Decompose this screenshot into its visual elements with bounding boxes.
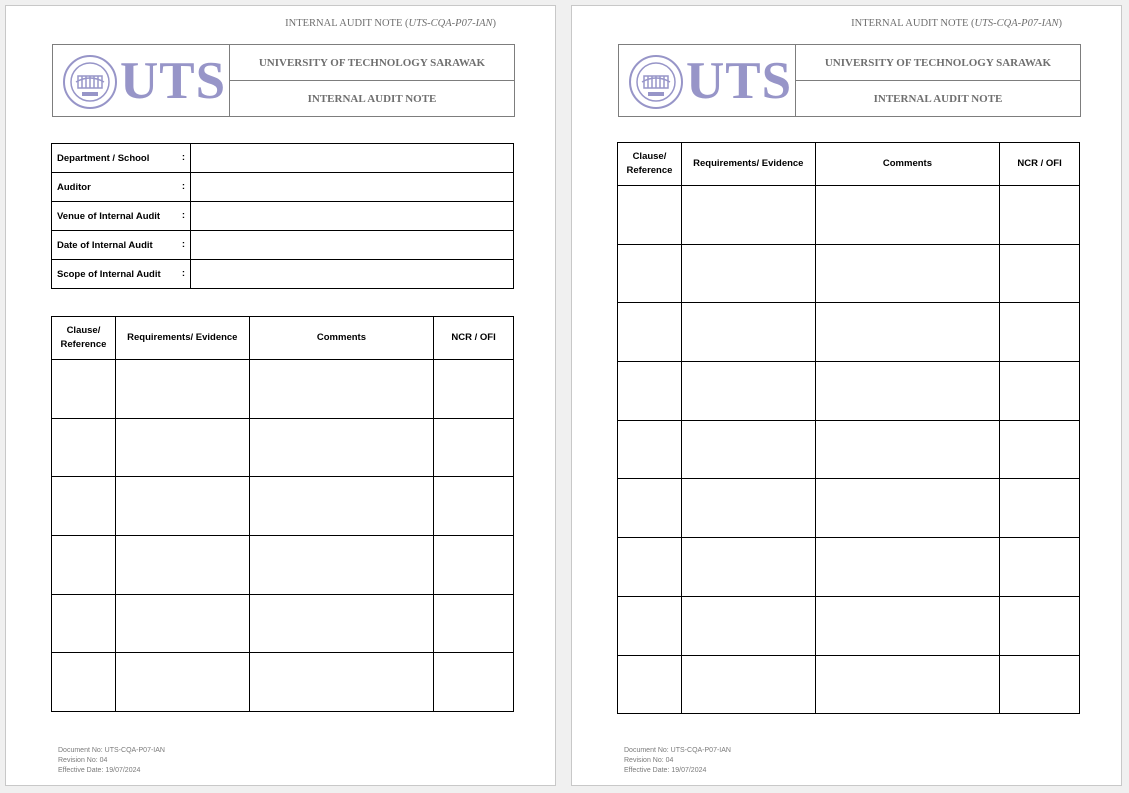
comments-cell[interactable] (249, 536, 434, 595)
form-name: INTERNAL AUDIT NOTE (873, 92, 1003, 105)
doc-code: UTS-CQA-P07-IAN (408, 18, 493, 29)
requirements-cell[interactable] (115, 418, 249, 477)
footer-revision: Revision No: 04 (624, 757, 674, 764)
requirements-cell[interactable] (115, 536, 249, 595)
clause-cell[interactable] (618, 538, 682, 597)
university-seal-icon (62, 54, 118, 110)
date-field[interactable] (191, 231, 514, 260)
table-row (52, 536, 514, 595)
clause-cell[interactable] (52, 477, 116, 536)
table-row (618, 420, 1080, 479)
requirements-cell[interactable] (681, 186, 815, 245)
info-label: Scope of Internal Audit : (52, 260, 191, 289)
requirements-cell[interactable] (681, 538, 815, 597)
department-field[interactable] (191, 144, 514, 173)
col-header-clause: Clause/ Reference (52, 317, 116, 360)
table-row (52, 477, 514, 536)
clause-cell[interactable] (52, 653, 116, 712)
table-row (618, 362, 1080, 421)
requirements-cell[interactable] (681, 596, 815, 655)
ncr-ofi-cell[interactable] (434, 653, 514, 712)
info-label: Department / School : (52, 144, 191, 173)
requirements-cell[interactable] (681, 303, 815, 362)
requirements-cell[interactable] (681, 244, 815, 303)
requirements-cell[interactable] (681, 479, 815, 538)
info-row-venue (52, 202, 514, 231)
audit-info-table (51, 143, 514, 289)
ncr-ofi-cell[interactable] (1000, 303, 1080, 362)
logo (53, 45, 230, 116)
venue-field[interactable] (191, 202, 514, 231)
info-row-auditor (52, 173, 514, 202)
clause-cell[interactable] (52, 418, 116, 477)
table-row (52, 360, 514, 419)
clause-cell[interactable] (618, 479, 682, 538)
table-row (618, 479, 1080, 538)
ncr-ofi-cell[interactable] (1000, 655, 1080, 714)
info-label: Auditor : (52, 173, 191, 202)
comments-cell[interactable] (249, 477, 434, 536)
ncr-ofi-cell[interactable] (434, 477, 514, 536)
university-name: UNIVERSITY OF TECHNOLOGY SARAWAK (230, 45, 514, 81)
letterhead (52, 44, 515, 117)
uts-wordmark: UTS (686, 52, 793, 110)
ncr-ofi-cell[interactable] (1000, 596, 1080, 655)
col-header-ncr-ofi: NCR / OFI (434, 317, 514, 360)
table-header-row (618, 143, 1080, 186)
comments-cell[interactable] (249, 653, 434, 712)
logo (619, 45, 796, 116)
comments-cell[interactable] (815, 420, 1000, 479)
footer-revision: Revision No: 04 (58, 757, 108, 764)
comments-cell[interactable] (815, 538, 1000, 597)
comments-cell[interactable] (815, 244, 1000, 303)
comments-cell[interactable] (249, 360, 434, 419)
info-label: Venue of Internal Audit : (52, 202, 191, 231)
ncr-ofi-cell[interactable] (1000, 479, 1080, 538)
info-label: Date of Internal Audit : (52, 231, 191, 260)
comments-cell[interactable] (815, 655, 1000, 714)
university-name: UNIVERSITY OF TECHNOLOGY SARAWAK (796, 45, 1080, 81)
letterhead (618, 44, 1081, 117)
info-row-date (52, 231, 514, 260)
info-row-scope (52, 260, 514, 289)
clause-cell[interactable] (52, 536, 116, 595)
form-name: INTERNAL AUDIT NOTE (307, 92, 437, 105)
comments-cell[interactable] (815, 479, 1000, 538)
table-row (52, 653, 514, 712)
ncr-ofi-cell[interactable] (1000, 538, 1080, 597)
col-header-requirements: Requirements/ Evidence (115, 317, 249, 360)
col-header-requirements: Requirements/ Evidence (681, 143, 815, 186)
ncr-ofi-cell[interactable] (434, 360, 514, 419)
clause-cell[interactable] (618, 655, 682, 714)
requirements-cell[interactable] (115, 477, 249, 536)
col-header-comments: Comments (815, 143, 1000, 186)
col-header-comments: Comments (249, 317, 434, 360)
table-row (618, 596, 1080, 655)
ncr-ofi-cell[interactable] (1000, 244, 1080, 303)
ncr-ofi-cell[interactable] (1000, 186, 1080, 245)
ncr-ofi-cell[interactable] (1000, 420, 1080, 479)
footer-effective-date: Effective Date: 19/07/2024 (624, 767, 707, 774)
ncr-ofi-cell[interactable] (434, 418, 514, 477)
clause-cell[interactable] (618, 362, 682, 421)
table-row (52, 594, 514, 653)
page-footer (58, 746, 165, 776)
clause-cell[interactable] (52, 360, 116, 419)
clause-cell[interactable] (618, 420, 682, 479)
footer-doc-no: Document No: UTS-CQA-P07-IAN (58, 747, 165, 754)
uts-wordmark: UTS (120, 52, 227, 110)
table-header-row (52, 317, 514, 360)
requirements-cell[interactable] (681, 655, 815, 714)
comments-cell[interactable] (815, 362, 1000, 421)
requirements-cell[interactable] (115, 653, 249, 712)
auditor-field[interactable] (191, 173, 514, 202)
col-header-clause: Clause/ Reference (618, 143, 682, 186)
clause-cell[interactable] (618, 186, 682, 245)
clause-cell[interactable] (618, 596, 682, 655)
page-header-title: INTERNAL AUDIT NOTE (UTS-CQA-P07-IAN) (285, 18, 496, 29)
audit-findings-table (617, 142, 1080, 714)
document-page-1 (5, 5, 556, 786)
ncr-ofi-cell[interactable] (1000, 362, 1080, 421)
comments-cell[interactable] (815, 596, 1000, 655)
col-header-ncr-ofi: NCR / OFI (1000, 143, 1080, 186)
clause-cell[interactable] (52, 594, 116, 653)
scope-field[interactable] (191, 260, 514, 289)
page-header-title: INTERNAL AUDIT NOTE (UTS-CQA-P07-IAN) (851, 18, 1062, 29)
table-row (618, 303, 1080, 362)
info-row-department (52, 144, 514, 173)
university-seal-icon (628, 54, 684, 110)
table-row (618, 538, 1080, 597)
clause-cell[interactable] (618, 303, 682, 362)
table-row (618, 655, 1080, 714)
ncr-ofi-cell[interactable] (434, 594, 514, 653)
table-row (52, 418, 514, 477)
requirements-cell[interactable] (681, 362, 815, 421)
footer-doc-no: Document No: UTS-CQA-P07-IAN (624, 747, 731, 754)
requirements-cell[interactable] (115, 594, 249, 653)
doc-code: UTS-CQA-P07-IAN (974, 18, 1059, 29)
requirements-cell[interactable] (115, 360, 249, 419)
document-page-2 (571, 5, 1122, 786)
ncr-ofi-cell[interactable] (434, 536, 514, 595)
comments-cell[interactable] (815, 186, 1000, 245)
clause-cell[interactable] (618, 244, 682, 303)
comments-cell[interactable] (249, 594, 434, 653)
page-footer (624, 746, 731, 776)
requirements-cell[interactable] (681, 420, 815, 479)
table-row (618, 186, 1080, 245)
audit-findings-table (51, 316, 514, 712)
comments-cell[interactable] (815, 303, 1000, 362)
footer-effective-date: Effective Date: 19/07/2024 (58, 767, 141, 774)
comments-cell[interactable] (249, 418, 434, 477)
table-row (618, 244, 1080, 303)
